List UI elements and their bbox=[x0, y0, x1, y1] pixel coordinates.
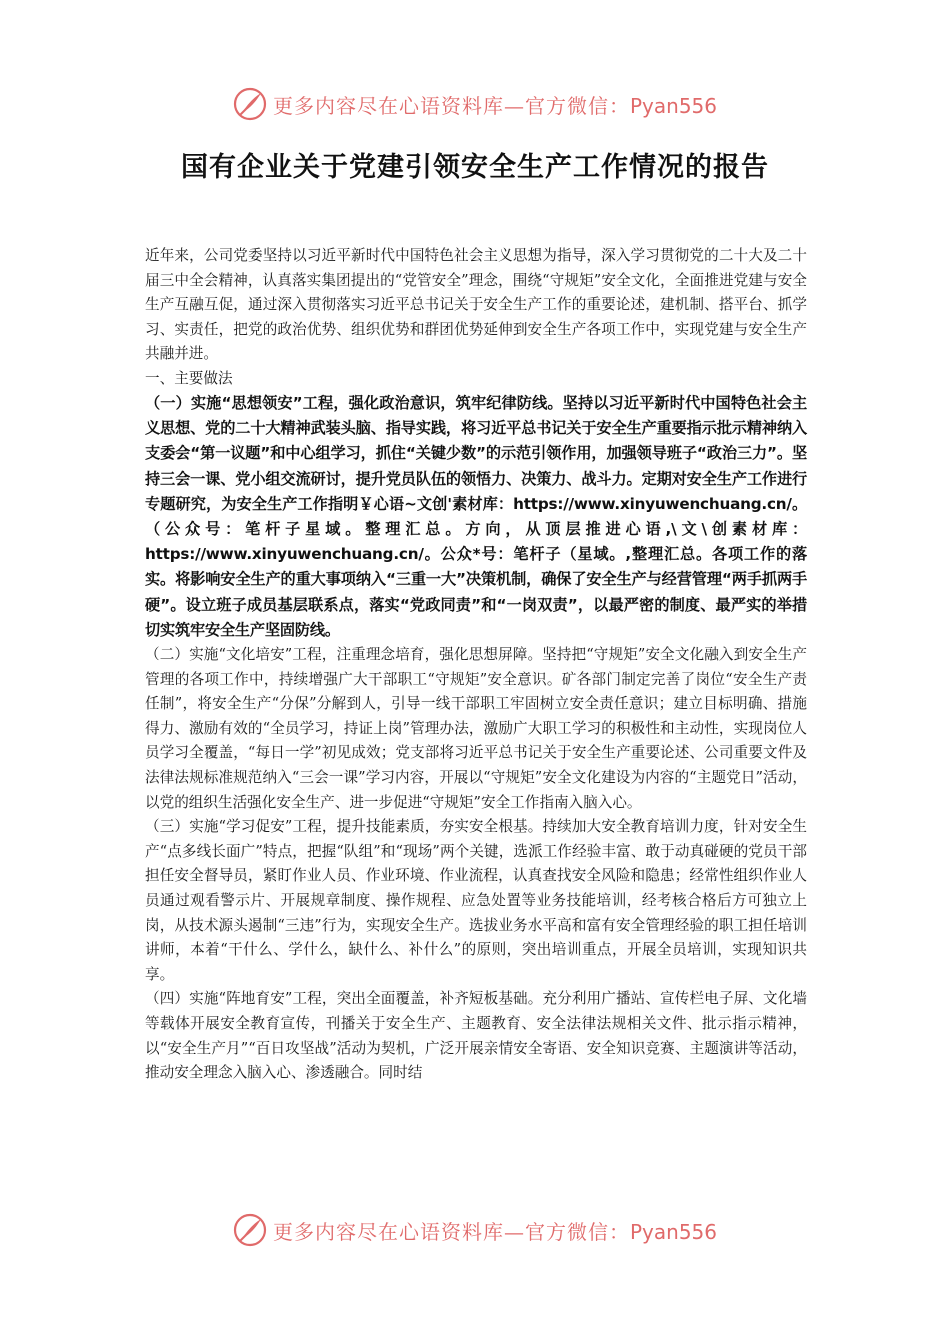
watermark-banner-bottom bbox=[0, 1210, 950, 1250]
section-heading: 一、主要做法 bbox=[145, 369, 233, 387]
intro-paragraph: 近年来，公司党委坚持以习近平新时代中国特色社会主义思想为指导，深入学习贯彻党的二十大及二十届三中全会精神，认真落实集团提出的“党管安全”理念，围绕“守规矩”安全文化，全面推进党建与安全生产互融互促，通过深入贯彻落实习近平总书记关于安全生产工作的重要论述，建机制、搭平台、抓学习、实责任，把党的政治优势、组织优势和群团优势延伸到安全生产各项工作中，实现党建与安全生产共融并进。 bbox=[145, 247, 807, 363]
document-title: 国有企业关于党建引领安全生产工作情况的报告 bbox=[181, 152, 769, 183]
quill-logo-icon bbox=[233, 87, 267, 121]
paragraph-4: （四）实施“阵地育安”工程，突出全面覆盖，补齐短板基础。充分利用广播站、宣传栏电子屏、文化墙等载体开展安全教育宣传，刊播关于安全生产、主题教育、安全法律法规相关文件、批示指示精神，以“安全生产月”“百日攻坚战”活动为契机，广泛开展亲情安全寄语、安全知识竞赛、主题演讲等活动，推动安全理念入脑入心、渗透融合。同时结 bbox=[145, 990, 807, 1082]
wechat-id: Pyan556 bbox=[629, 1219, 717, 1244]
watermark-banner-top bbox=[0, 84, 950, 124]
paragraph-2: （二）实施“文化培安”工程，注重理念培育，强化思想屏障。坚持把“守规矩”安全文化融入到安全生产管理的各项工作中，持续增强广大干部职工“守规矩”安全意识。矿各部门制定完善了岗位“安全生产责任制”，将安全生产“分保”分解到人，引导一线干部职工牢固树立安全责任意识；建立目标明确、措施得力、激励有效的“全员学习，持证上岗”管理办法，激励广大职工学习的积极性和主动性，实现岗位人员学习全覆盖，“每日一学”初见成效；党支部将习近平总书记关于安全生产重要论述、公司重要文件及法律法规标准规范纳入“三会一课”学习内容，开展以“守规矩”安全文化建设为内容的“主题党日”活动，以党的组织生活强化安全生产、进一步促进“守规矩”安全工作指南入脑入心。 bbox=[145, 646, 807, 811]
paragraph-1: （一）实施“思想领安”工程，强化政治意识，筑牢纪律防线。坚持以习近平新时代中国特色社会主义思想、党的二十大精神武装头脑、指导实践，将习近平总书记关于安全生产重要指示批示精神纳入支委会“第一议题”和中心组学习，抓住“关键少数”的示范引领作用，加强领导班子“政治三力”。坚持三会一课、党小组交流研讨，提升党员队伍的领悟力、决策力、战斗力。定期对安全生产工作进行专题研究，为安全生产工作指明￥心语~文创'素材库：https://www.xinyuwenchuang.cn/。（公众号：笔杆子星域。整理汇总。方向，从顶层推进心语,\文\创素材库：https://www.xinyuwenchuang.cn/。公众*号：笔杆子（星域。,整理汇总。各项工作的落实。将影响安全生产的重大事项纳入“三重一大”决策机制，确保了安全生产与经营管理“两手抓两手硬”。设立班子成员基层联系点，落实“党政同责”和“一岗双责”，以最严密的制度、最严实的举措切实筑牢安全生产坚固防线。 bbox=[145, 393, 807, 639]
watermark-text: 更多内容尽在心语资料库—官方微信：Pyan556 bbox=[272, 1219, 717, 1244]
document-body bbox=[145, 244, 807, 1086]
wechat-id: Pyan556 bbox=[629, 93, 717, 118]
paragraph-3: （三）实施“学习促安”工程，提升技能素质，夯实安全根基。持续加大安全教育培训力度，针对安全生产“点多线长面广”特点，把握“队组”和“现场”两个关键，选派工作经验丰富、敢于动真碰硬的党员干部担任安全督导员，紧盯作业人员、作业环境、作业流程，认真查找安全风险和隐患；经常性组织作业人员通过观看警示片、开展规章制度、操作规程、应急处置等业务技能培训，经考核合格后方可独立上岗，从技术源头遏制“三违”行为，实现安全生产。选拔业务水平高和富有安全管理经验的职工担任培训讲师，本着“干什么、学什么，缺什么、补什么”的原则，突出培训重点，开展全员培训，实现知识共享。 bbox=[145, 818, 807, 983]
quill-logo-icon bbox=[233, 1213, 267, 1247]
watermark-text: 更多内容尽在心语资料库—官方微信：Pyan556 bbox=[272, 93, 717, 118]
